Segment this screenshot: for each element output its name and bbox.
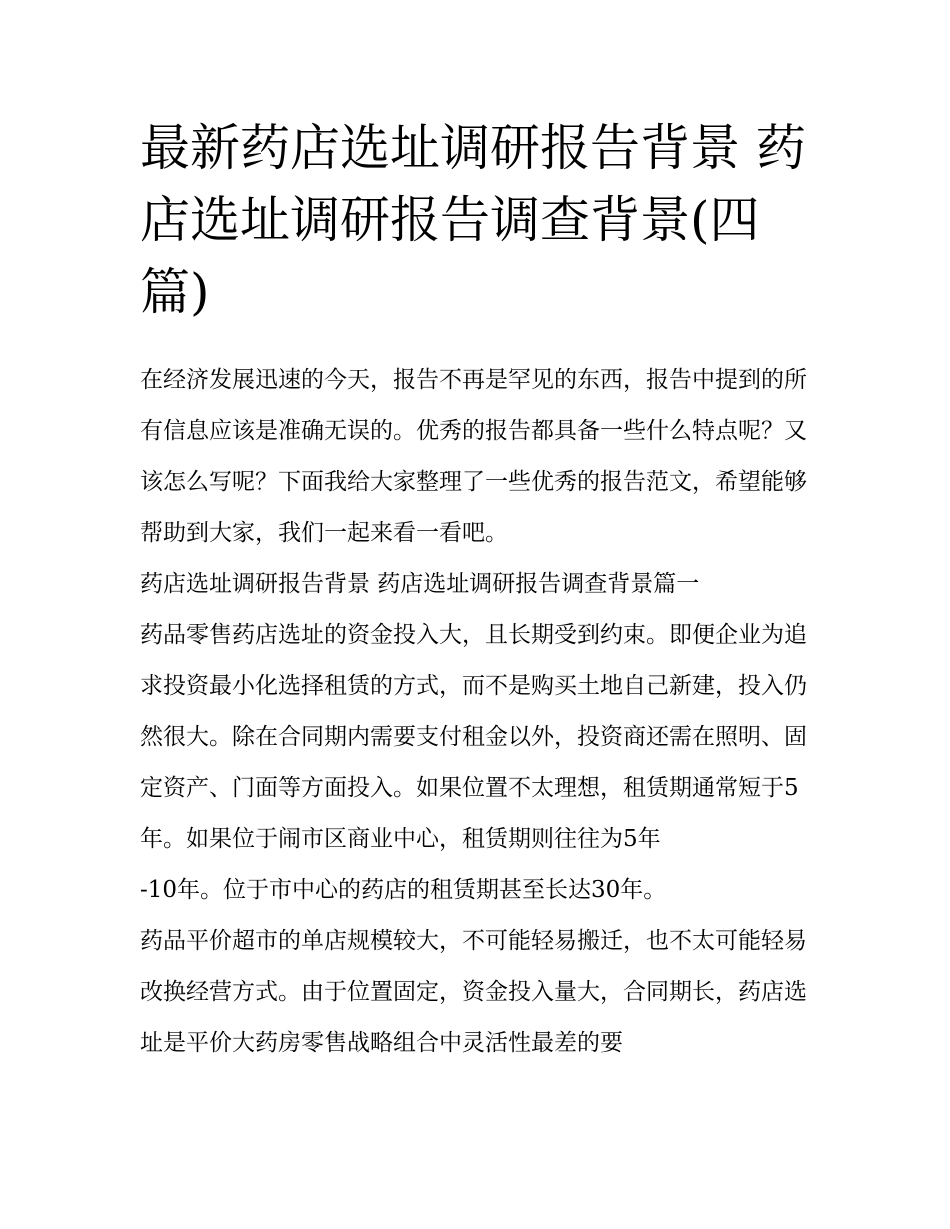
document-body — [140, 355, 820, 1069]
section-heading: 药店选址调研报告背景 药店选址调研报告调查背景篇一 — [140, 571, 700, 597]
document-title: 最新药店选址调研报告背景 药店选址调研报告调查背景(四篇) — [140, 119, 806, 321]
paragraph: 药品平价超市的单店规模较大，不可能轻易搬迁，也不太可能轻易改换经营方式。由于位置固定，资金投入量大，合同期长，药店选址是平价大药房零售战略组合中灵活性最差的要 — [140, 928, 807, 1056]
paragraph-intro: 在经济发展迅速的今天，报告不再是罕见的东西，报告中提到的所有信息应该是准确无误的。优秀的报告都具备一些什么特点呢？又该怎么写呢？下面我给大家整理了一些优秀的报告范文，希望能够帮助到大家，我们一起来看一看吧。 — [140, 367, 807, 546]
paragraph: -10年。位于市中心的药店的租赁期甚至长达30年。 — [140, 877, 667, 903]
paragraph: 药品零售药店选址的资金投入大，且长期受到约束。即便企业为追求投资最小化选择租赁的方式，而不是购买土地自己新建，投入仍然很大。除在合同期内需要支付租金以外，投资商还需在照明、固定资产、门面等方面投入。如果位置不太理想，租赁期通常短于5年。如果位于闹市区商业中心，租赁期则往往为5年 — [140, 622, 807, 852]
